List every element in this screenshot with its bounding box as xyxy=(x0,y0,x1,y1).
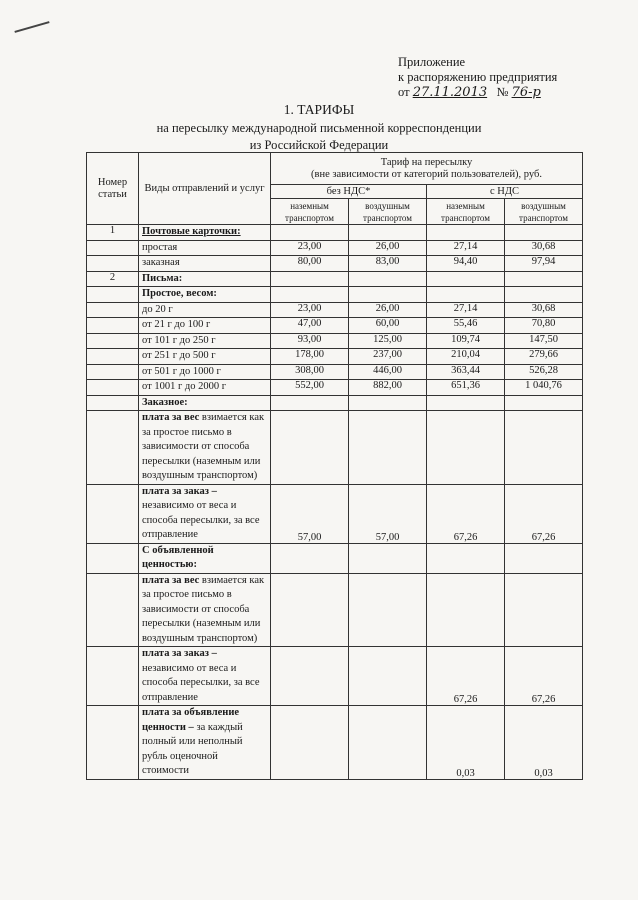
table-row xyxy=(87,706,583,780)
value-vat-ground xyxy=(427,395,505,411)
value-no-vat-air xyxy=(349,287,427,303)
value-vat-air: 67,26 xyxy=(505,484,583,543)
table-row xyxy=(87,411,583,485)
row-number xyxy=(87,573,139,647)
vat-ground-header: наземным транспортом xyxy=(427,199,505,225)
table-row xyxy=(87,287,583,303)
value-no-vat-air: 57,00 xyxy=(349,484,427,543)
value-vat-ground: 109,74 xyxy=(427,333,505,349)
table-header xyxy=(87,153,583,225)
table-row xyxy=(87,225,583,241)
value-no-vat-air: 26,00 xyxy=(349,240,427,256)
number-label: № xyxy=(496,85,509,99)
table-row xyxy=(87,395,583,411)
row-number xyxy=(87,395,139,411)
row-label xyxy=(139,543,271,573)
value-no-vat-ground xyxy=(271,395,349,411)
row-number xyxy=(87,364,139,380)
value-vat-ground: 67,26 xyxy=(427,647,505,706)
tariff-table xyxy=(86,152,583,780)
table-row xyxy=(87,484,583,543)
value-vat-ground xyxy=(427,287,505,303)
value-no-vat-ground xyxy=(271,647,349,706)
table-row xyxy=(87,543,583,573)
value-no-vat-air: 882,00 xyxy=(349,380,427,396)
table-row xyxy=(87,240,583,256)
row-label-text: простая xyxy=(142,241,178,253)
row-label-text: от 21 г до 100 г xyxy=(142,319,211,330)
row-number xyxy=(87,647,139,706)
col-types-header: Виды отправлений и услуг xyxy=(139,153,271,225)
value-vat-ground: 27,14 xyxy=(427,302,505,318)
value-no-vat-ground: 23,00 xyxy=(271,240,349,256)
value-no-vat-ground: 178,00 xyxy=(271,349,349,365)
row-label xyxy=(139,647,271,706)
value-vat-ground: 55,46 xyxy=(427,318,505,334)
table-row xyxy=(87,647,583,706)
row-number: 2 xyxy=(87,271,139,287)
row-number xyxy=(87,380,139,396)
table-row xyxy=(87,256,583,272)
value-no-vat-air xyxy=(349,225,427,241)
tariff-title: Тариф на пересылку xyxy=(380,156,473,168)
row-label xyxy=(139,271,271,287)
value-no-vat-ground: 80,00 xyxy=(271,256,349,272)
row-label-text: взимается как за простое письмо в зависимости от способа пересылки (наземным или воздушным транспортом) xyxy=(142,412,265,481)
value-vat-air: 1 040,76 xyxy=(505,380,583,396)
value-vat-ground xyxy=(427,271,505,287)
row-label-text: от 101 г до 250 г xyxy=(142,334,216,346)
value-vat-air xyxy=(505,395,583,411)
row-label-lead: плата за объявление ценности – xyxy=(142,707,240,733)
value-vat-air: 0,03 xyxy=(505,706,583,780)
value-vat-air xyxy=(505,271,583,287)
row-number xyxy=(87,411,139,485)
value-no-vat-ground xyxy=(271,573,349,647)
value-no-vat-ground xyxy=(271,543,349,573)
scan-mark xyxy=(14,21,49,33)
row-label xyxy=(139,411,271,485)
value-no-vat-ground: 552,00 xyxy=(271,380,349,396)
value-no-vat-air xyxy=(349,411,427,485)
value-vat-air: 97,94 xyxy=(505,256,583,272)
appendix-label: Приложение xyxy=(398,55,466,69)
value-no-vat-ground: 308,00 xyxy=(271,364,349,380)
order-number: 76-р xyxy=(511,85,541,100)
row-label-text: от 501 г до 1000 г xyxy=(142,365,221,377)
from-label: от xyxy=(398,85,410,99)
page-subtitle-2: из Российской Федерации xyxy=(249,138,389,152)
row-label xyxy=(139,287,271,303)
row-label xyxy=(139,240,271,256)
value-vat-ground xyxy=(427,573,505,647)
value-no-vat-ground xyxy=(271,411,349,485)
row-number xyxy=(87,543,139,573)
value-vat-air: 67,26 xyxy=(505,647,583,706)
value-no-vat-air xyxy=(349,573,427,647)
page-title: 1. ТАРИФЫ xyxy=(283,102,355,117)
value-vat-air xyxy=(505,573,583,647)
row-number xyxy=(87,256,139,272)
row-number xyxy=(87,484,139,543)
row-label-text: Письма: xyxy=(142,272,183,284)
table-row xyxy=(87,380,583,396)
value-vat-ground: 67,26 xyxy=(427,484,505,543)
table-row xyxy=(87,318,583,334)
row-label-lead: плата за заказ – xyxy=(142,485,217,497)
table-row xyxy=(87,302,583,318)
table-row xyxy=(87,573,583,647)
row-number xyxy=(87,706,139,780)
value-no-vat-ground xyxy=(271,225,349,241)
row-label xyxy=(139,706,271,780)
tariff-header xyxy=(271,153,583,185)
row-label-text: за каждый полный или неполный рубль оценочной стоимости xyxy=(142,721,243,776)
row-label-text: от 1001 г до 2000 г xyxy=(142,381,227,392)
value-no-vat-ground: 23,00 xyxy=(271,302,349,318)
value-vat-ground: 210,04 xyxy=(427,349,505,365)
value-no-vat-air xyxy=(349,395,427,411)
value-no-vat-ground xyxy=(271,287,349,303)
tariff-subtitle: (вне зависимости от категорий пользователей), руб. xyxy=(311,168,542,180)
value-no-vat-air: 26,00 xyxy=(349,302,427,318)
value-vat-ground xyxy=(427,225,505,241)
col-number-header: Номер статьи xyxy=(87,153,139,225)
row-label xyxy=(139,380,271,396)
row-label-lead: плата за вес xyxy=(142,412,200,423)
row-label xyxy=(139,395,271,411)
row-number xyxy=(87,302,139,318)
value-no-vat-ground: 47,00 xyxy=(271,318,349,334)
value-vat-ground xyxy=(427,411,505,485)
value-no-vat-air xyxy=(349,271,427,287)
row-label-text: независимо от веса и способа пересылки, за все отправление xyxy=(142,662,260,703)
page-subtitle: на пересылку международной письменной корреспонденции xyxy=(156,121,482,135)
value-no-vat-air xyxy=(349,706,427,780)
row-label-lead: плата за вес xyxy=(142,574,200,586)
vat-air-header: воздушным транспортом xyxy=(505,199,583,225)
with-vat-header: с НДС xyxy=(427,185,583,199)
table-body xyxy=(87,225,583,780)
row-label-text: заказная xyxy=(142,257,180,268)
row-number xyxy=(87,287,139,303)
table-row xyxy=(87,333,583,349)
row-number: 1 xyxy=(87,225,139,241)
value-no-vat-air xyxy=(349,647,427,706)
no-vat-air-header: воздушным транспортом xyxy=(349,199,427,225)
row-label-text: Почтовые карточки: xyxy=(142,226,241,237)
row-label xyxy=(139,349,271,365)
value-no-vat-air: 83,00 xyxy=(349,256,427,272)
value-vat-ground: 363,44 xyxy=(427,364,505,380)
value-no-vat-air: 237,00 xyxy=(349,349,427,365)
table-row xyxy=(87,349,583,365)
value-vat-air: 30,68 xyxy=(505,302,583,318)
value-vat-air: 526,28 xyxy=(505,364,583,380)
row-number xyxy=(87,318,139,334)
row-label xyxy=(139,256,271,272)
value-vat-air: 147,50 xyxy=(505,333,583,349)
value-vat-air: 70,80 xyxy=(505,318,583,334)
row-label-text: от 251 г до 500 г xyxy=(142,350,216,361)
value-vat-air: 30,68 xyxy=(505,240,583,256)
row-label-lead: плата за заказ – xyxy=(142,648,217,659)
row-label xyxy=(139,318,271,334)
row-label-text: Заказное: xyxy=(142,396,188,408)
value-vat-ground: 651,36 xyxy=(427,380,505,396)
table-row xyxy=(87,364,583,380)
value-vat-air xyxy=(505,287,583,303)
row-label-text: взимается как за простое письмо в зависимости от способа пересылки (наземным или воздушным транспортом) xyxy=(142,574,265,644)
value-no-vat-ground: 57,00 xyxy=(271,484,349,543)
value-vat-air xyxy=(505,411,583,485)
row-label xyxy=(139,333,271,349)
order-label: к распоряжению предприятия xyxy=(398,70,558,84)
order-date-line xyxy=(398,85,557,100)
value-no-vat-ground xyxy=(271,271,349,287)
row-label-text: независимо от веса и способа пересылки, за все отправление xyxy=(142,500,260,540)
row-label xyxy=(139,484,271,543)
row-label-text: до 20 г xyxy=(142,303,173,315)
value-no-vat-ground xyxy=(271,706,349,780)
row-label xyxy=(139,364,271,380)
value-no-vat-air: 125,00 xyxy=(349,333,427,349)
no-vat-header: без НДС* xyxy=(271,185,427,199)
no-vat-ground-header: наземным транспортом xyxy=(271,199,349,225)
value-vat-air xyxy=(505,225,583,241)
row-label xyxy=(139,573,271,647)
value-vat-ground xyxy=(427,543,505,573)
row-label-text: Простое, весом: xyxy=(142,288,217,299)
value-vat-ground: 0,03 xyxy=(427,706,505,780)
value-vat-air: 279,66 xyxy=(505,349,583,365)
value-vat-ground: 94,40 xyxy=(427,256,505,272)
value-vat-air xyxy=(505,543,583,573)
value-vat-ground: 27,14 xyxy=(427,240,505,256)
row-number xyxy=(87,240,139,256)
value-no-vat-air: 446,00 xyxy=(349,364,427,380)
appendix-header xyxy=(398,55,557,100)
value-no-vat-air: 60,00 xyxy=(349,318,427,334)
value-no-vat-air xyxy=(349,543,427,573)
row-number xyxy=(87,349,139,365)
row-number xyxy=(87,333,139,349)
order-date: 27.11.2013 xyxy=(412,85,488,100)
row-label xyxy=(139,302,271,318)
table-row xyxy=(87,271,583,287)
value-no-vat-ground: 93,00 xyxy=(271,333,349,349)
row-label-text: С объявленной ценностью: xyxy=(142,544,214,570)
row-label xyxy=(139,225,271,241)
